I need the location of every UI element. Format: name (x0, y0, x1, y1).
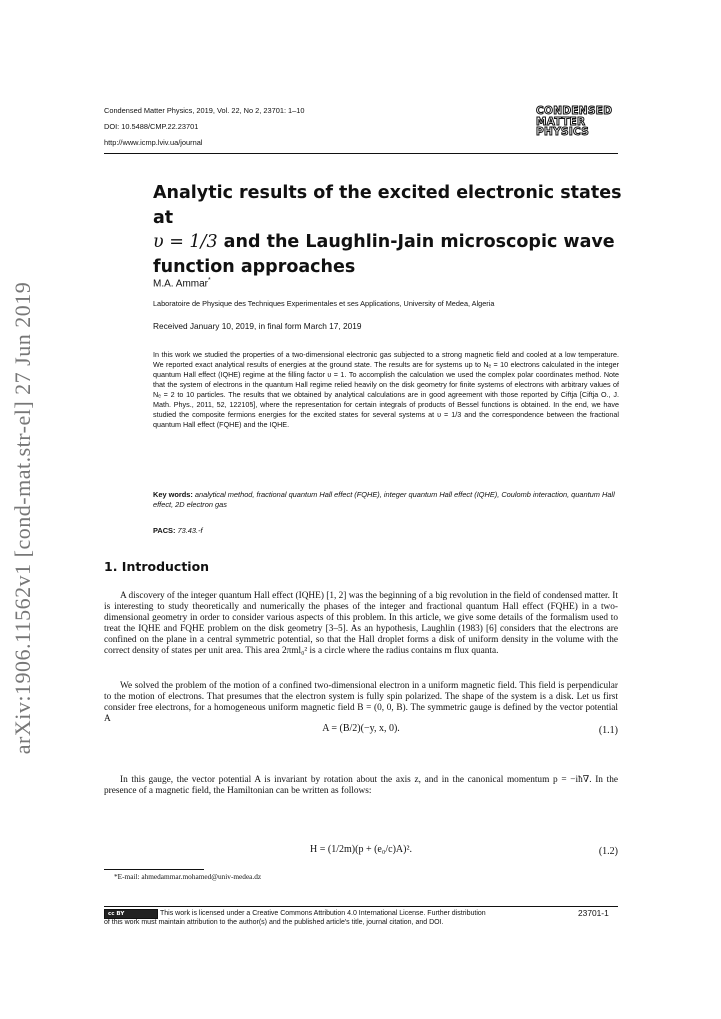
page-id: 23701-1 (578, 908, 609, 918)
arxiv-stamp: arXiv:1906.11562v1 [cond-mat.str-el] 27 Jun 2019 (10, 281, 35, 754)
header-rule (104, 153, 618, 154)
abstract: In this work we studied the properties of a two-dimensional electronic gas subjected to a strong magnetic field and cooled at a low temperature. We reported exact analytical results of energies at the ground state. The results are for systems up to Nₑ = 10 electrons calculated in the integer quantum Hall effect (IQHE) regime at the filling factor υ = 1. To accomplish the calculation we used the complex polar coordinates method. Note that the system of electrons in the quantum Hall regime relied heavily on the disk geometry for finite systems of electrons with arbitrary values of Nₑ = 2 to 10 particles. The results that we obtained by analytical calculations are in good agreement with those reported by Ciftja [Ciftja O., J. Math. Phys., 2011, 52, 122105], where the representation for certain integrals of products of Bessel functions is obtained. In the end, we have studied the composite fermions energies for the excited states for several systems at υ = 1/3 and the correspondence between the fractional quantum Hall effect (FQHE) and the IQHE. (153, 350, 619, 429)
paragraph-3: In this gauge, the vector potential A is invariant by rotation about the axis z, and in the canonical momentum p = −iħ∇. In the presence of a magnetic field, the Hamiltonian can be written as follows: (104, 775, 618, 797)
section-heading: 1. Introduction (104, 559, 210, 574)
journal-logo: CONDENSED MATTER PHYSICS (536, 105, 613, 138)
footnote: *E-mail: ahmedammar.mohamed@univ-medea.dz (114, 872, 262, 881)
footnote-rule (104, 869, 204, 870)
affiliation: Laboratoire de Physique des Techniques Experimentales et ses Applications, University of Medea, Algeria (153, 299, 495, 308)
keywords: Key words: analytical method, fractional quantum Hall effect (FQHE), integer quantum Hall effect (IQHE), Coulomb interaction, quantum Hall effect, 2D electron gas (153, 490, 615, 509)
license-text-2: of this work must maintain attribution to the author(s) and the published article's title, journal citation, and DOI. (104, 919, 444, 926)
doi-link[interactable]: DOI: 10.5488/CMP.22.23701 (104, 122, 199, 131)
equation-1-2: H = (1/2m)(p + (e₀/c)A)². (1.2) (310, 844, 618, 857)
author-name: M.A. Ammar* (153, 277, 211, 290)
title-math: υ = 1/3 (153, 232, 218, 252)
paper-title: Analytic results of the excited electronic states at υ = 1/3 and the Laughlin-Jain microscopic wave function approaches (153, 183, 622, 277)
journal-citation: Condensed Matter Physics, 2019, Vol. 22, No 2, 23701: 1–10 (104, 106, 305, 115)
journal-url[interactable]: http://www.icmp.lviv.ua/journal (104, 138, 203, 147)
cc-license-badge[interactable]: cc BY (104, 909, 158, 919)
paragraph-2: We solved the problem of the motion of a confined two-dimensional electron in a uniform magnetic field. This field is perpendicular to the motion of electrons. That presumes that the electron system is fully spin polarized. The shape of the system is a disk. Let us first consider free electrons, for a homogeneous uniform magnetic field B = (0, 0, B). The symmetric gauge is defined by the vector potential A (104, 681, 618, 725)
footer-rule (104, 906, 618, 907)
received-date: Received January 10, 2019, in final form March 17, 2019 (153, 321, 362, 331)
pacs: PACS: 73.43.-f (153, 526, 203, 535)
license-text: This work is licensed under a Creative Commons Attribution 4.0 International License. Further distribution (160, 910, 486, 917)
paragraph-1: A discovery of the integer quantum Hall effect (IQHE) [1, 2] was the beginning of a big revolution in the field of condensed matter. It is interesting to study theoretically and numerically the phases of the integer and fractional quantum Hall effect (FQHE) in a two-dimensional geometry in order to consider various aspects of this problem. In this article, we give some details of the formalism used to treat the IQHE and FQHE problem on the disk geometry [3–5]. As an hypothesis, Laughlin (1983) [6] considers that the electrons are confined on the plane in a central symmetric potential, so that the Hall droplet forms a disk of uniform density in the volume with the correct density of states per unit area. This area 2πml₀² is a circle where the radius contains m flux quanta. (104, 591, 618, 657)
equation-1-1: A = (B/2)(−y, x, 0). (1.1) (322, 723, 618, 736)
